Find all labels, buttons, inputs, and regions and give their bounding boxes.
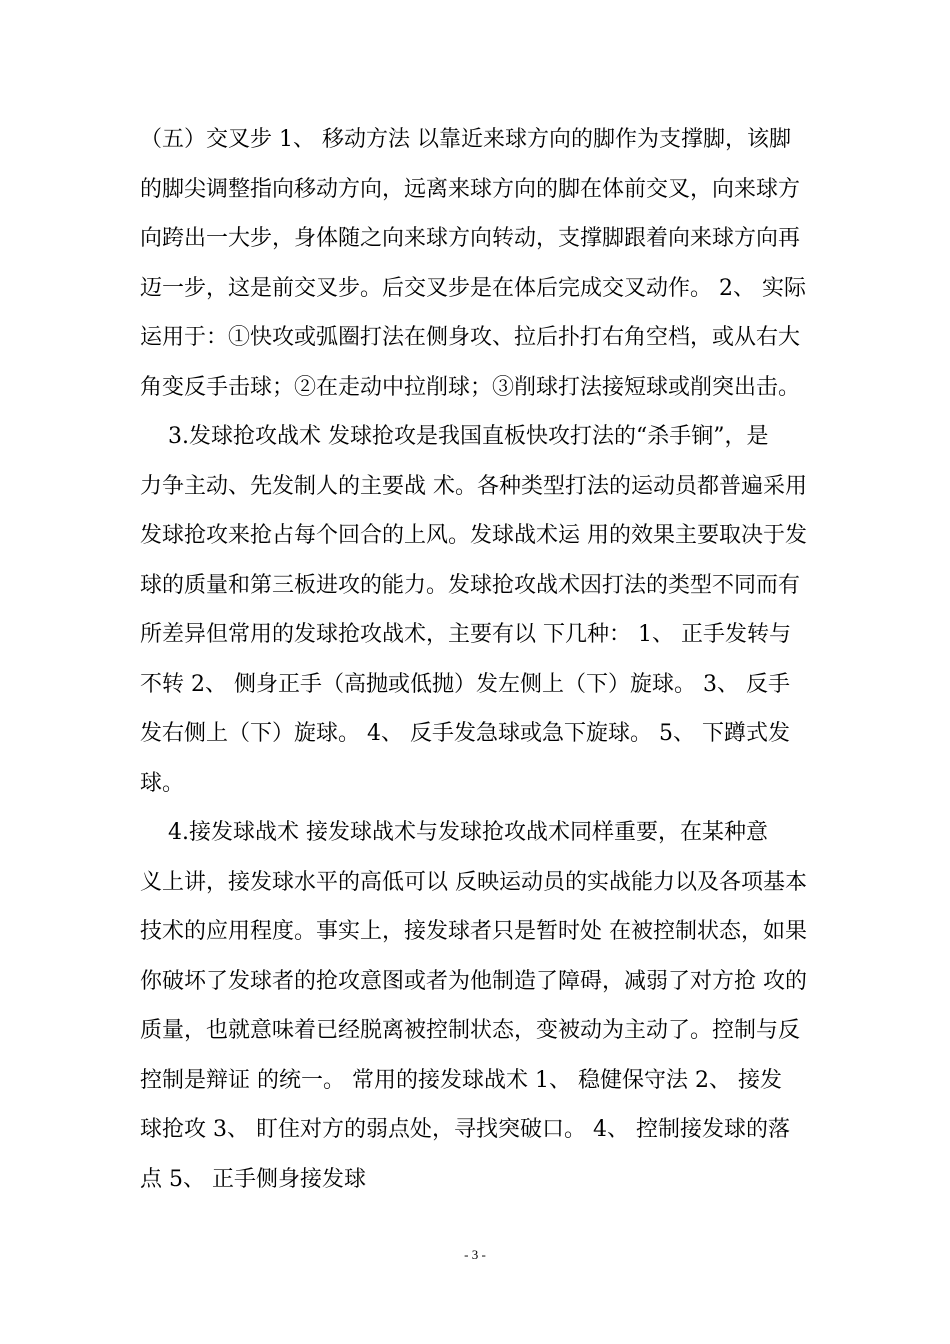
text-line: 所差异但常用的发球抢攻战术，主要有以 下几种： 1、 正手发转与 xyxy=(140,622,791,647)
text-line: 点 5、 正手侧身接发球 xyxy=(140,1166,366,1192)
text-line: 向跨出一大步，身体随之向来球方向转动，支撑脚跟着向来球方向再 xyxy=(140,226,801,251)
page-number: - 3 - xyxy=(464,1247,486,1262)
text-line: 球。 xyxy=(140,770,185,796)
text-line: 迈一步，这是前交叉步。后交叉步是在体后完成交叉动作。 2、 实际 xyxy=(140,275,806,301)
text-line: 发右侧上（下）旋球。 4、 反手发急球或急下旋球。 5、 下蹲式发 xyxy=(140,721,790,746)
text-line: 发球抢攻来抢占每个回合的上风。发球战术运 用的效果主要取决于发 xyxy=(140,523,807,548)
text-line: 力争主动、先发制人的主要战 术。各种类型打法的运动员都普遍采用 xyxy=(140,473,807,499)
text-line: 3.发球抢攻战术 发球抢攻是我国直板快攻打法的“杀手锏”，是 xyxy=(140,424,769,449)
paragraph-receive-serve-tactics xyxy=(140,808,812,1204)
text-line: 不转 2、 侧身正手（高抛或低抛）发左侧上（下）旋球。 3、 反手 xyxy=(140,671,790,697)
paragraph-cross-step xyxy=(140,115,812,412)
text-line: 球的质量和第三板进攻的能力。发球抢攻战术因打法的类型不同而有 xyxy=(140,572,801,598)
text-line: 运用于：①快攻或弧圈打法在侧身攻、拉后扑打右角空档，或从右大 xyxy=(140,325,801,350)
text-line: 你破坏了发球者的抢攻意图或者为他制造了障碍，减弱了对方抢 攻的 xyxy=(140,968,807,994)
text-line: 角变反手击球；②在走动中拉削球；③削球打法接短球或削突出击。 xyxy=(140,374,801,400)
text-line: 4.接发球战术 接发球战术与发球抢攻战术同样重要，在某种意 xyxy=(140,820,768,845)
text-line: （五）交叉步 1、 移动方法 以靠近来球方向的脚作为支撑脚，该脚 xyxy=(140,127,791,152)
text-line: 的脚尖调整指向移动方向，远离来球方向的脚在体前交叉，向来球方 xyxy=(140,176,801,202)
text-line: 技术的应用程度。事实上，接发球者只是暂时处 在被控制状态，如果 xyxy=(140,919,807,944)
text-line: 义上讲，接发球水平的高低可以 反映运动员的实战能力以及各项基本 xyxy=(140,869,807,895)
text-line: 质量，也就意味着已经脱离被控制状态，变被动为主动了。控制与反 xyxy=(140,1018,801,1043)
text-line: 控制是辩证 的统一。 常用的接发球战术 1、 稳健保守法 2、 接发 xyxy=(140,1067,782,1093)
text-line: 球抢攻 3、 盯住对方的弱点处，寻找突破口。 4、 控制接发球的落 xyxy=(140,1117,790,1142)
paragraph-serve-attack-tactics xyxy=(140,412,812,808)
